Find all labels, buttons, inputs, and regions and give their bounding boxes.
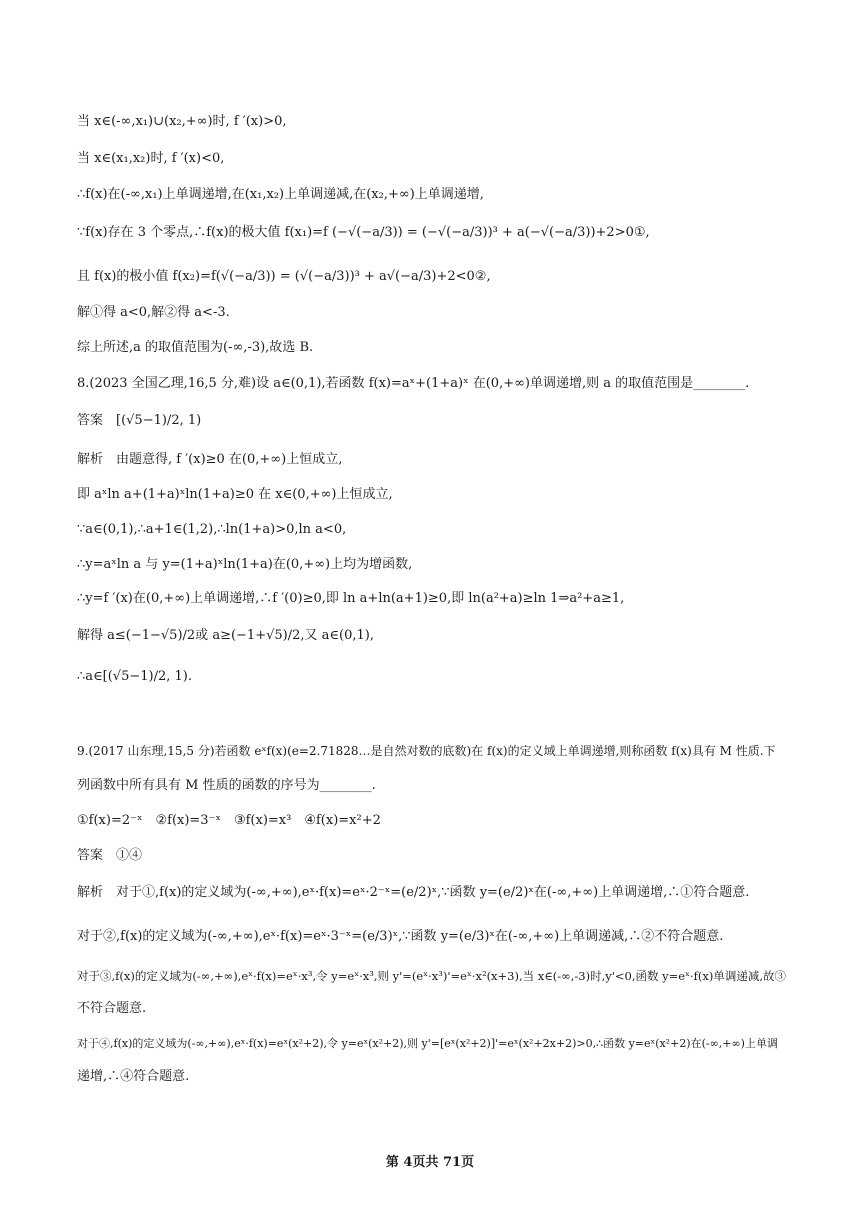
page-footer: 第 4页共 71页	[385, 1155, 475, 1170]
text-line: 对于②,f(x)的定义域为(-∞,+∞),eˣ·f(x)=eˣ·3⁻ˣ=(e/3)ˣ,∵函数 y=(e/3)ˣ在(-∞,+∞)上单调递减,∴②不符合题意.	[77, 929, 724, 944]
text-line: 解①得 a<0,解②得 a<-3.	[77, 305, 230, 320]
text-line: ∴f(x)在(-∞,x₁)上单调递增,在(x₁,x₂)上单调递减,在(x₂,+∞)上单调递增,	[77, 187, 484, 202]
answer-9: 答案 ①④	[77, 848, 143, 863]
text-line: ∴a∈[(√5−1)/2, 1).	[77, 669, 192, 684]
text-line: 解析 对于①,f(x)的定义域为(-∞,+∞),eˣ·f(x)=eˣ·2⁻ˣ=(e/2)ˣ,∵函数 y=(e/2)ˣ在(-∞,+∞)上单调递增,∴①符合题意.	[77, 885, 750, 900]
text-line: ∴y=f ′(x)在(0,+∞)上单调递增,∴f ′(0)≥0,即 ln a+ln(a+1)≥0,即 ln(a²+a)≥ln 1⇒a²+a≥1,	[77, 591, 625, 606]
text-line: 对于③,f(x)的定义域为(-∞,+∞),eˣ·f(x)=eˣ·x³,令 y=eˣ·x³,则 y'=(eˣ·x³)'=eˣ·x²(x+3),当 x∈(-∞,-3)时,y'<0,函数 y=eˣ·f(x)单调递减,故③	[77, 969, 786, 983]
options-9: ①f(x)=2⁻ˣ ②f(x)=3⁻ˣ ③f(x)=x³ ④f(x)=x²+2	[77, 813, 381, 828]
text-line: 且 f(x)的极小值 f(x₂)=f(√(−a/3)) = (√(−a/3))³ + a√(−a/3)+2<0②,	[77, 269, 491, 284]
question-9: 9.(2017 山东理,15,5 分)若函数 eˣf(x)(e=2.71828…是自然对数的底数)在 f(x)的定义域上单调递增,则称函数 f(x)具有 M 性质.下	[77, 744, 776, 758]
text-line: 即 aˣln a+(1+a)ˣln(1+a)≥0 在 x∈(0,+∞)上恒成立,	[77, 487, 393, 502]
text-line: ∵a∈(0,1),∴a+1∈(1,2),∴ln(1+a)>0,ln a<0,	[77, 522, 347, 537]
text-line: ∵f(x)存在 3 个零点,∴f(x)的极大值 f(x₁)=f (−√(−a/3)) = (−√(−a/3))³ + a(−√(−a/3))+2>0①,	[77, 225, 650, 240]
text-line: 当 x∈(-∞,x₁)∪(x₂,+∞)时, f ′(x)>0,	[77, 114, 287, 129]
text-line: 对于④,f(x)的定义域为(-∞,+∞),eˣ·f(x)=eˣ(x²+2),令 y=eˣ(x²+2),则 y'=[eˣ(x²+2)]'=eˣ(x²+2x+2)>0,∴函数 y=eˣ(x²+2)在(-∞,+∞)上单调	[77, 1037, 778, 1050]
text-line: 递增,∴④符合题意.	[77, 1069, 190, 1084]
text-line: 当 x∈(x₁,x₂)时, f ′(x)<0,	[77, 151, 225, 166]
question-9-cont: 列函数中所有具有 M 性质的函数的序号为________.	[77, 778, 376, 793]
text-line: 综上所述,a 的取值范围为(-∞,-3),故选 B.	[77, 340, 314, 355]
text-line: 不符合题意.	[77, 1001, 147, 1016]
question-8: 8.(2023 全国乙理,16,5 分,难)设 a∈(0,1),若函数 f(x)=aˣ+(1+a)ˣ 在(0,+∞)单调递增,则 a 的取值范围是________.	[77, 376, 750, 391]
text-line: 解析 由题意得, f ′(x)≥0 在(0,+∞)上恒成立,	[77, 452, 343, 467]
text-line: 解得 a≤(−1−√5)/2或 a≥(−1+√5)/2,又 a∈(0,1),	[77, 628, 374, 643]
answer-8: 答案 [(√5−1)/2, 1)	[77, 413, 202, 428]
text-line: ∴y=aˣln a 与 y=(1+a)ˣln(1+a)在(0,+∞)上均为增函数,	[77, 557, 413, 572]
